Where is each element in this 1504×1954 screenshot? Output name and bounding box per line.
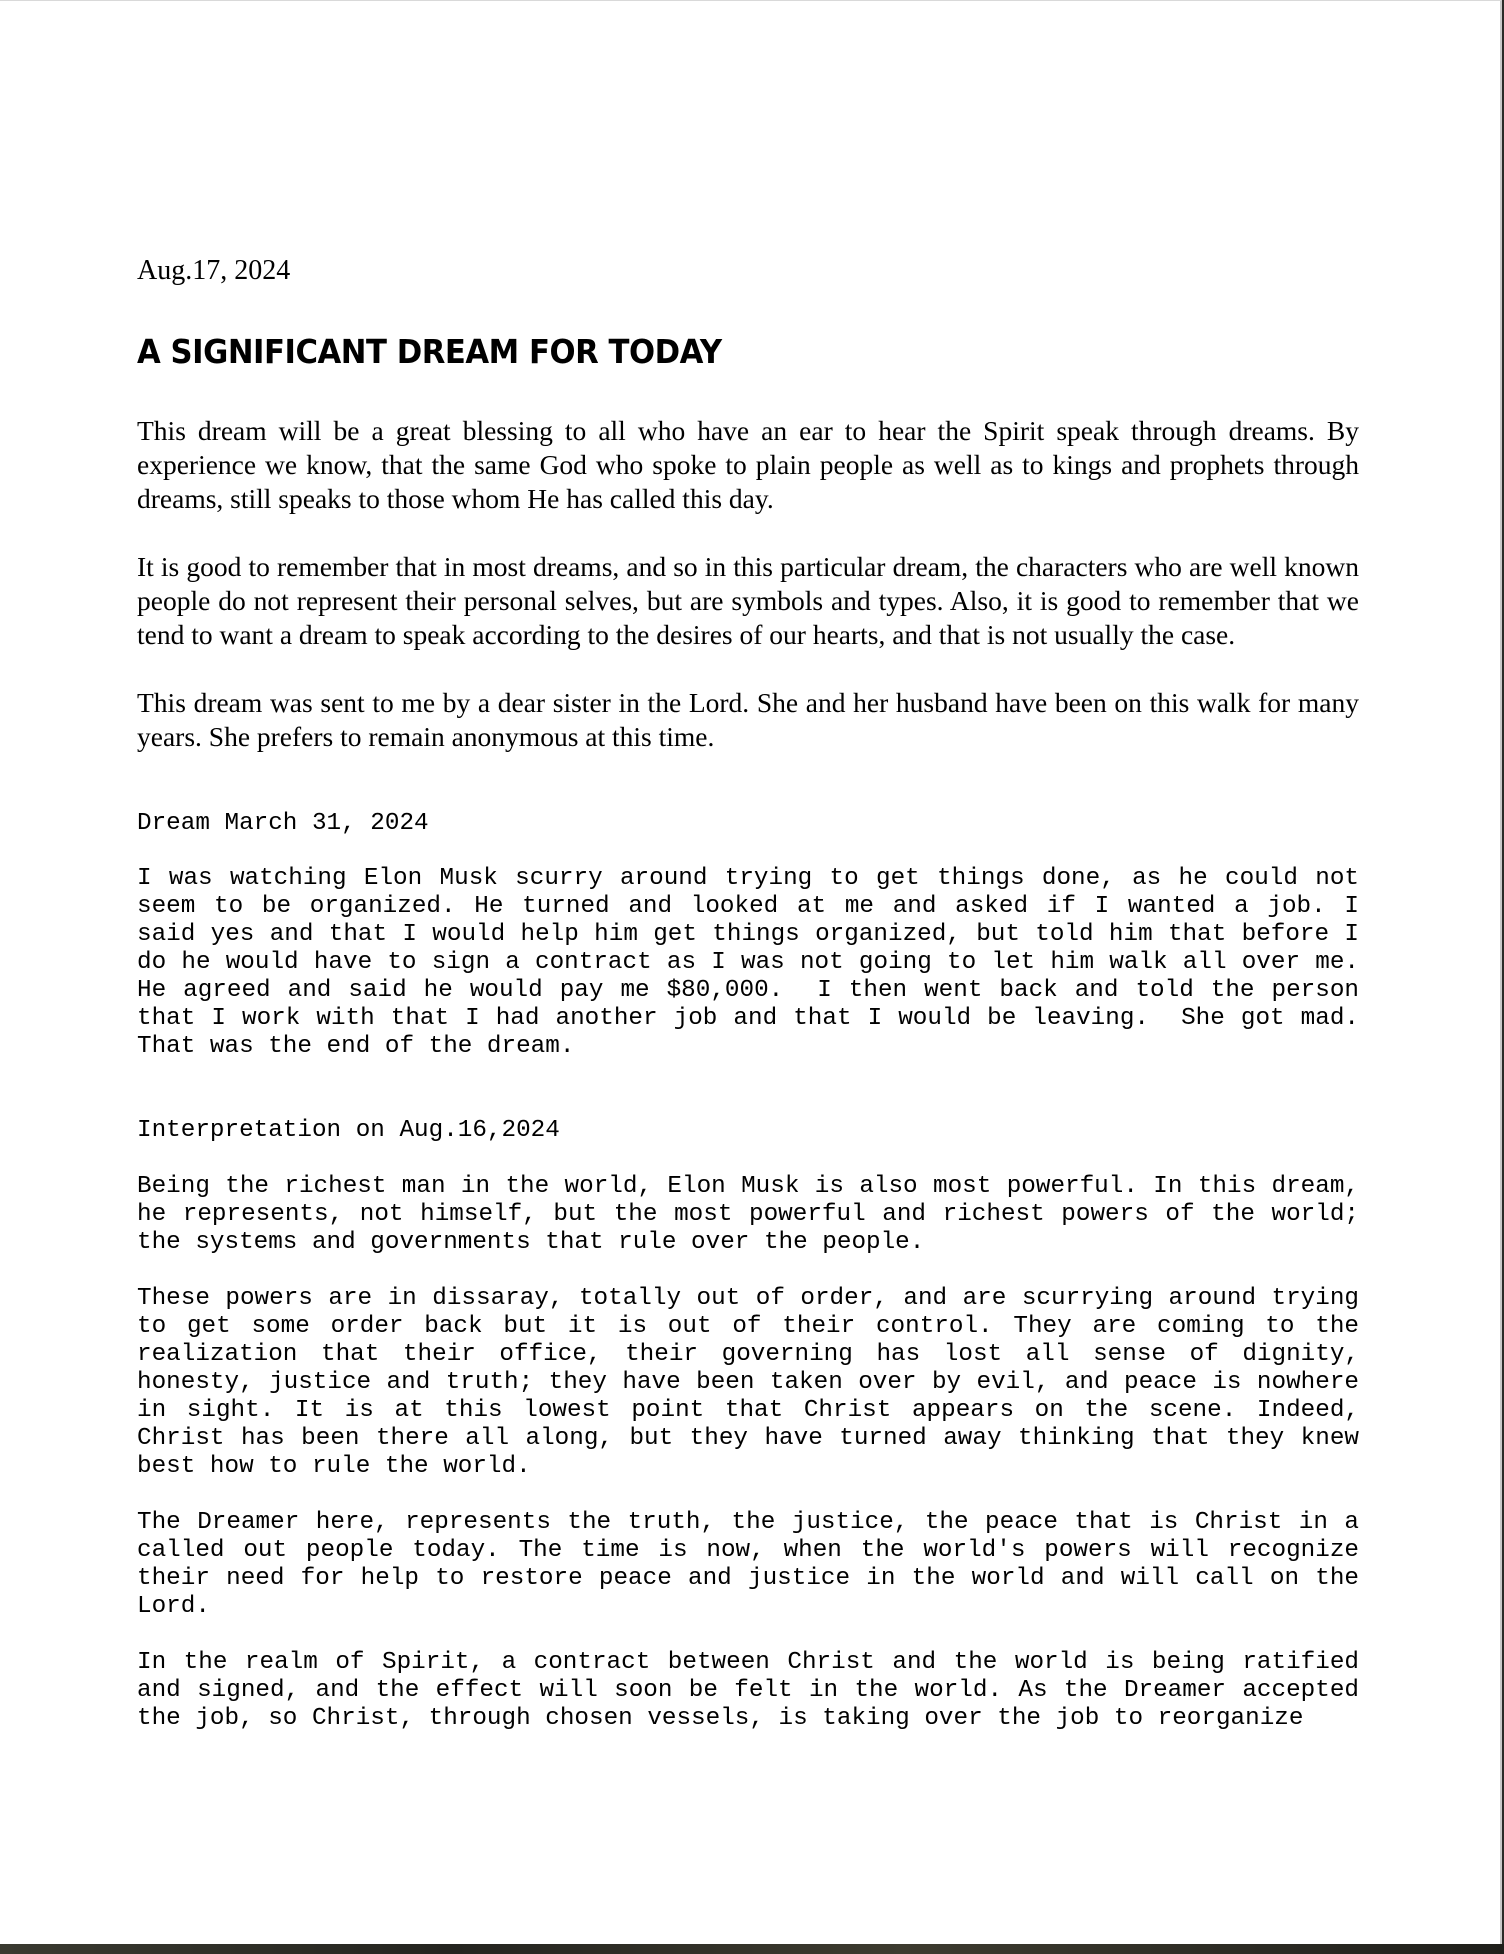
interpretation-paragraph: These powers are in dissaray, totally out of order, and are scurrying around trying to get some order back but it is out of their control. They are coming to the realization that their office, their governing has lost all sense of dignity, honesty, justice and truth; they have been taken over by evil, and peace is nowhere in sight. It is at this lowest point that Christ appears on the scene. Indeed, Christ has been there all along, but they have turned away thinking that they knew best how to rule the world. [137, 1285, 1359, 1480]
interpretation-paragraph: Being the richest man in the world, Elon Musk is also most powerful. In this dream, he represents, not himself, but the most powerful and richest powers of the world; the systems and governments that rule over the people. [137, 1173, 1359, 1256]
intro-paragraph: This dream was sent to me by a dear sister in the Lord. She and her husband have been on this walk for many years. She prefers to remain anonymous at this time. [137, 687, 1359, 752]
background-strip [0, 1944, 1504, 1954]
intro-paragraph: This dream will be a great blessing to all who have an ear to hear the Spirit speak through dreams. By experience we know, that the same God who spoke to plain people as well as to kings and prophets through dreams, still speaks to those whom He has called this day. [137, 415, 1359, 514]
dream-text: I was watching Elon Musk scurry around trying to get things done, as he could not seem to be organized. He turned and looked at me and asked if I wanted a job. I said yes and that I would help him get things organized, but told him that before I do he would have to sign a contract as I was not going to let him walk all over me. He agreed and said he would pay me $80,000. I then went back and told the person that I work with that I had another job and that I would be leaving. She got mad. That was the end of the dream. [137, 865, 1374, 1060]
document-date: Aug.17, 2024 [137, 255, 291, 286]
interpretation-paragraph: The Dreamer here, represents the truth, the justice, the peace that is Christ in a called out people today. The time is now, when the world's powers will recognize their need for help to restore peace and justice in the world and will call on the Lord. [137, 1509, 1359, 1620]
document-content [137, 254, 1374, 1733]
interpretation-paragraph: In the realm of Spirit, a contract between Christ and the world is being ratified and signed, and the effect will soon be felt in the world. As the Dreamer accepted the job, so Christ, through chosen vessels, is taking over the job to reorganize [137, 1649, 1359, 1732]
document-title: A SIGNIFICANT DREAM FOR TODAY [137, 332, 722, 371]
interpretation-heading: Interpretation on Aug.16,2024 [137, 1117, 560, 1144]
intro-paragraph: It is good to remember that in most dreams, and so in this particular dream, the characters who are well known people do not represent their personal selves, but are symbols and types. Also, it is good to remember that we tend to want a dream to speak according to the desires of our hearts, and that is not usually the case. [137, 551, 1359, 650]
dream-heading: Dream March 31, 2024 [137, 810, 429, 837]
